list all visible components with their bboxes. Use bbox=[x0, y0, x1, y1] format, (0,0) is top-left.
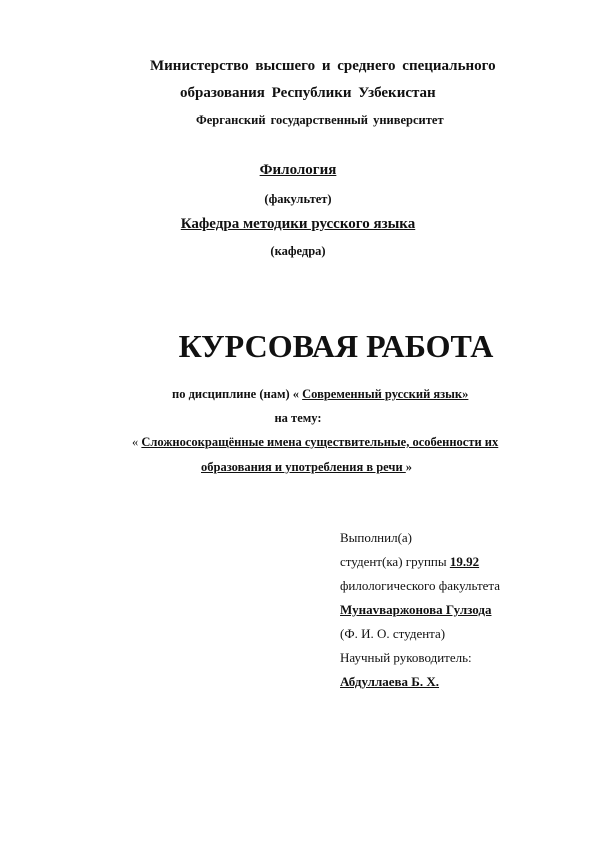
group-number: 19.92 bbox=[449, 554, 480, 569]
discipline-name: Современный русский язык» bbox=[302, 387, 469, 401]
topic-text-2: образования и употребления в речи bbox=[201, 460, 406, 474]
group-label: студент(ка) группы bbox=[340, 554, 450, 569]
topic-caption: на тему: bbox=[274, 411, 322, 425]
department-name bbox=[0, 216, 596, 233]
ministry-line-1: Министерство высшего и среднего специального bbox=[150, 58, 496, 74]
topic-open-quote: « bbox=[132, 435, 142, 449]
department-name-text: Кафедра методики русского языка bbox=[180, 216, 416, 232]
topic-text-1: Сложносокращённые имена существительные, особенности их bbox=[141, 435, 499, 449]
supervisor-name: Абдуллаева Б. Х. bbox=[340, 674, 440, 689]
topic-line-1 bbox=[132, 435, 498, 450]
fio-caption: (Ф. И. О. студента) bbox=[340, 626, 446, 641]
faculty-label: филологического факультета bbox=[340, 578, 501, 593]
university-name: Ферганский государственный университет bbox=[196, 113, 444, 127]
work-title: КУРСОВАЯ РАБОТА bbox=[178, 328, 494, 364]
topic-line-2 bbox=[201, 460, 412, 475]
discipline-line bbox=[172, 387, 468, 402]
faculty-name-text: Филология bbox=[259, 162, 337, 178]
supervisor-label: Научный руководитель: bbox=[340, 650, 472, 665]
group-line bbox=[340, 554, 479, 570]
department-caption: (кафедра) bbox=[270, 244, 326, 258]
student-name: Мунavваржонова Гулзода bbox=[340, 602, 492, 617]
ministry-line-2: образования Республики Узбекистан bbox=[180, 85, 436, 101]
discipline-prefix: по дисциплине (нам) « bbox=[172, 387, 303, 401]
faculty-caption: (факультет) bbox=[264, 192, 332, 206]
topic-close-quote: » bbox=[405, 460, 413, 474]
faculty-name bbox=[0, 162, 596, 179]
performed-label: Выполнил(а) bbox=[340, 530, 413, 545]
